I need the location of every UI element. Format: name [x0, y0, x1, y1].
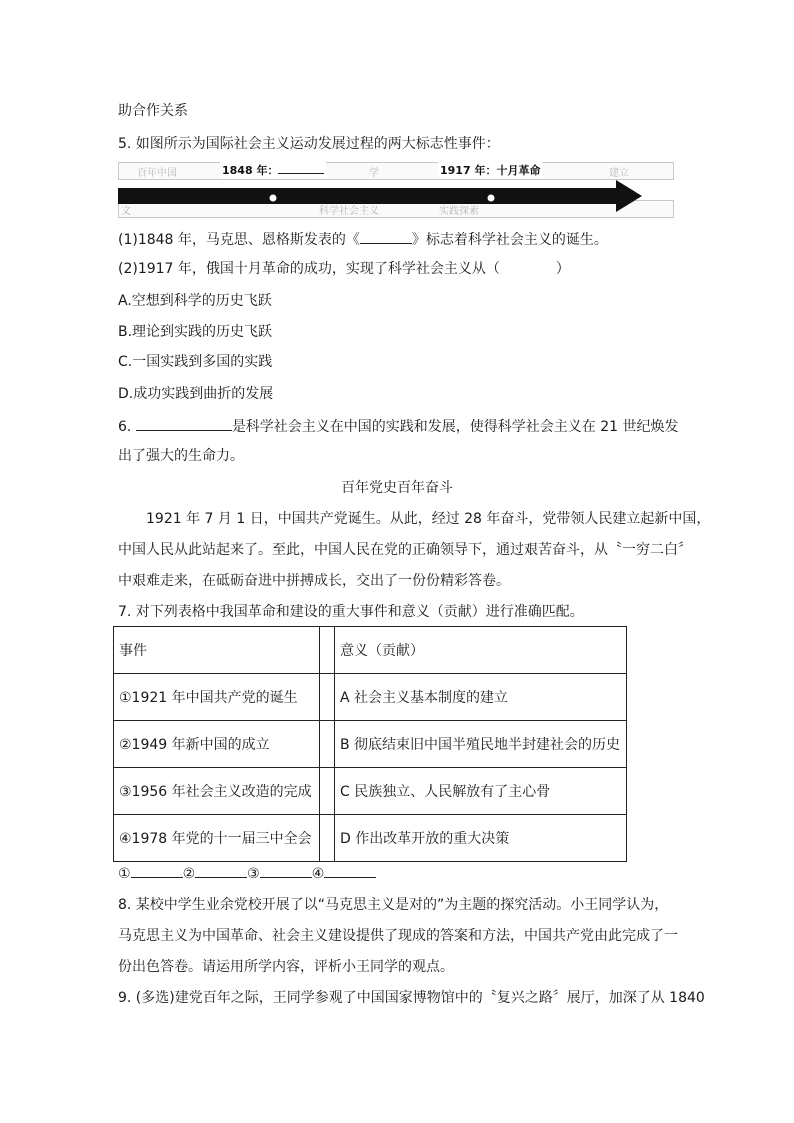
q5-sub1 — [118, 228, 608, 250]
q5-option-a: A.空想到科学的历史飞跃 — [118, 293, 272, 309]
q5-sub1-blank[interactable] — [360, 228, 412, 244]
table-cell-meaning: D 作出改革开放的重大决策 — [335, 815, 627, 862]
q7-answer-blank-1[interactable] — [131, 862, 183, 878]
table-header-row — [114, 627, 627, 674]
q5-sub2: (2)1917 年，俄国十月革命的成功，实现了科学社会主义从（ ） — [118, 261, 570, 277]
table-cell-event: ③1956 年社会主义改造的完成 — [114, 768, 320, 815]
q7-answer-line — [118, 862, 376, 884]
q9-line-1: 9. (多选)建党百年之际，王同学参观了中国国家博物馆中的〝复兴之路〞展厅，加深了从 1840 — [118, 990, 705, 1006]
table-cell-meaning: B 彻底结束旧中国半殖民地半封建社会的历史 — [335, 721, 627, 768]
q7-answer-mark-2: ② — [182, 866, 196, 882]
q7-answer-mark-4: ④ — [311, 866, 325, 882]
q8-line-2: 马克思主义为中国革命、社会主义建设提供了现成的答案和方法，中国共产党由此完成了一 — [118, 928, 678, 944]
q6-blank[interactable] — [136, 415, 232, 431]
timeline-arrow — [118, 154, 674, 218]
passage-title: 百年党史百年奋斗 — [341, 480, 453, 496]
table-spacer — [320, 815, 335, 862]
q5-option-b: B.理论到实践的历史飞跃 — [118, 324, 273, 340]
table-row — [114, 674, 627, 721]
table-cell-event: ②1949 年新中国的成立 — [114, 721, 320, 768]
timeline-figure — [118, 154, 674, 218]
table-cell-event: ④1978 年党的十一届三中全会 — [114, 815, 320, 862]
q7-answer-mark-3: ③ — [247, 866, 260, 882]
q6-prefix: 6. — [118, 419, 136, 435]
timeline-label-1917: 1917 年：十月革命 — [440, 164, 541, 177]
passage-line-2: 中国人民从此站起来了。至此，中国人民在党的正确领导下，通过艰苦奋斗，从〝一穷二白〞 — [118, 542, 692, 558]
table-spacer — [320, 721, 335, 768]
q5-sub1-post: 》标志着科学社会主义的诞生。 — [411, 232, 608, 248]
ghost-text: 建立 — [609, 168, 629, 179]
q5-option-d: D.成功实践到曲折的发展 — [118, 386, 274, 402]
timeline-dot-1848 — [270, 195, 277, 202]
table-spacer — [320, 627, 335, 674]
ghost-text: 文 — [121, 206, 131, 217]
q8-line-1: 8. 某校中学生业余党校开展了以“马克思主义是对的”为主题的探究活动。小王同学认为， — [118, 897, 669, 913]
timeline-label-1848-text: 1848 年： — [222, 164, 279, 177]
timeline-label-1848 — [220, 162, 326, 178]
ghost-text: 学 — [369, 168, 379, 179]
q7-answer-blank-2[interactable] — [195, 862, 247, 878]
q7-stem: 7. 对下列表格中我国革命和建设的重大事件和意义（贡献）进行准确匹配。 — [118, 604, 584, 620]
q6-line-1-text: 是科学社会主义在中国的实践和发展，使得科学社会主义在 21 世纪焕发 — [231, 419, 679, 435]
passage-line-1: 1921 年 7 月 1 日，中国共产党诞生。从此，经过 28 年奋斗，党带领人民建立起新中国， — [146, 511, 711, 527]
table-header-event: 事件 — [114, 627, 320, 674]
q6-line-2: 出了强大的生命力。 — [118, 448, 244, 464]
table-cell-meaning: C 民族独立、人民解放有了主心骨 — [335, 768, 627, 815]
passage-line-3: 中艰难走来，在砥砺奋进中拼搏成长，交出了一份份精彩答卷。 — [118, 573, 510, 589]
table-cell-meaning: A 社会主义基本制度的建立 — [335, 674, 627, 721]
table-row — [114, 815, 627, 862]
ghost-text: 百年中国 — [137, 168, 177, 179]
ghost-text: 科学社会主义 — [319, 206, 379, 217]
matching-table — [113, 626, 627, 862]
q6-line-1 — [118, 415, 679, 437]
table-row — [114, 721, 627, 768]
timeline-dot-1917 — [488, 195, 495, 202]
q7-answer-blank-4[interactable] — [324, 862, 376, 878]
timeline-blank[interactable] — [278, 162, 324, 174]
table-header-meaning: 意义（贡献） — [335, 627, 627, 674]
q5-sub1-pre: (1)1848 年，马克思、恩格斯发表的《 — [118, 232, 360, 248]
q5-option-c: C.一国实践到多国的实践 — [118, 354, 273, 370]
table-spacer — [320, 674, 335, 721]
ghost-text: 实践探索 — [439, 206, 479, 217]
intro-tail-text: 助合作关系 — [118, 103, 188, 119]
q7-answer-mark-1: ① — [118, 866, 131, 882]
table-row — [114, 768, 627, 815]
table-spacer — [320, 768, 335, 815]
q8-line-3: 份出色答卷。请运用所学内容，评析小王同学的观点。 — [118, 959, 454, 975]
q7-answer-blank-3[interactable] — [260, 862, 312, 878]
q5-stem: 5. 如图所示为国际社会主义运动发展过程的两大标志性事件： — [118, 136, 500, 152]
table-cell-event: ①1921 年中国共产党的诞生 — [114, 674, 320, 721]
